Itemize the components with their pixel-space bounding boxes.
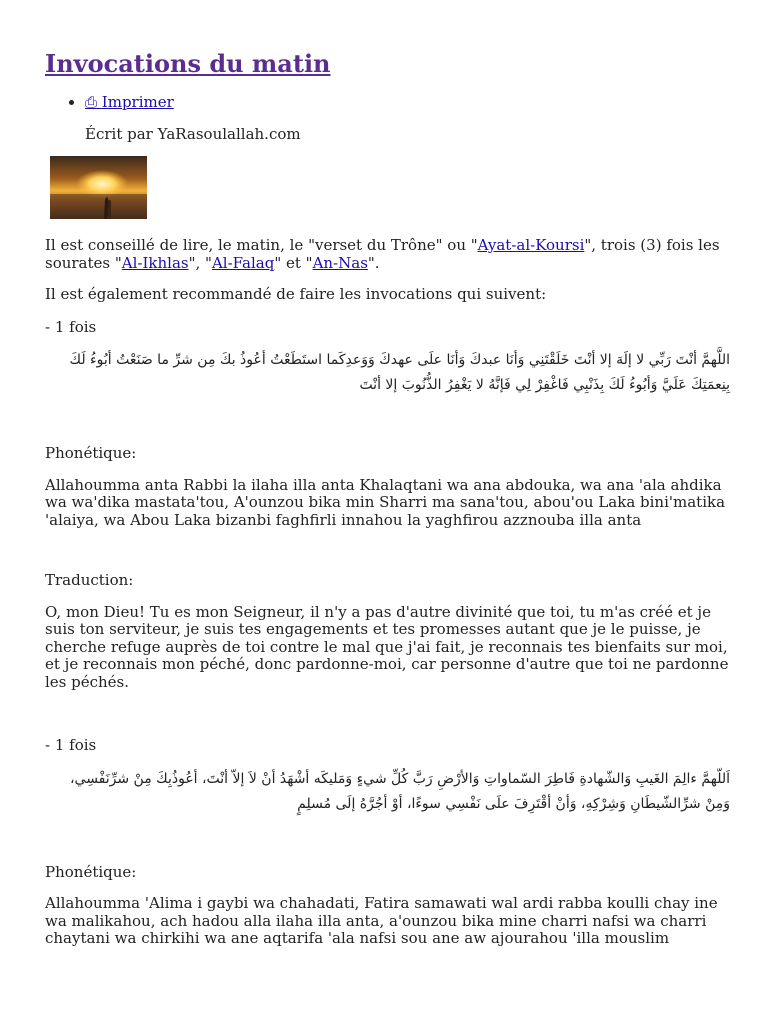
invocation-2-phonetic: Allahoumma 'Alima i gaybi wa chahadati, Fatira samawati wal ardi rabba koulli chay ine wa malikahou, ach hadou alla ilaha illa anta, a'ounzou bika mine charri nafsi wa charri chaytani wa chirkihi wa ane aqtarifa 'ala nafsi sou ane aw ajourahou 'illa mouslim bbox=[45, 894, 718, 947]
invocation-2-count: - 1 fois bbox=[45, 736, 97, 754]
invocation-1-translation: O, mon Dieu! Tu es mon Seigneur, il n'y a pas d'autre divinité que toi, tu m'as créé et je suis ton serviteur, je suis tes engagements et tes promesses autant que je le puisse, je cherche refuge auprès de toi contre le mal que j'ai fait, je reconnais tes bienfaits sur moi, et je reconnais mon péché, donc pardonne-moi, car personne d'autre que toi ne pardonne les péchés. bbox=[45, 602, 729, 691]
article-image bbox=[50, 156, 147, 219]
byline: Écrit par YaRasoulallah.com bbox=[85, 125, 301, 143]
article bbox=[45, 44, 730, 948]
invocation-1-phonetic-label: Phonétique: bbox=[45, 444, 137, 462]
link-ayat-al-koursi[interactable]: Ayat-al-Koursi bbox=[477, 236, 585, 254]
link-al-falaq[interactable]: Al-Falaq bbox=[211, 253, 275, 272]
print-label: Imprimer bbox=[101, 93, 174, 111]
recommendation-paragraph: Il est également recommandé de faire les invocations qui suivent: bbox=[45, 285, 547, 303]
title-link[interactable]: Invocations du matin bbox=[45, 49, 331, 78]
link-al-ikhlas[interactable]: Al-Ikhlas bbox=[121, 253, 189, 272]
article-actions bbox=[45, 92, 730, 112]
invocation-1-phonetic: Allahoumma anta Rabbi la ilaha illa anta Khalaqtani wa ana abdouka, wa ana 'ala ahdika wa wa'dika mastata'tou, A'ounzou bika min Sharri ma sana'tou, abou'ou Laka bini'matika 'alaiya, wa Abou Laka bizanbi faghfirli innahou la yaghfirou azznouba illa anta bbox=[45, 475, 726, 529]
invocation-2-phonetic-label: Phonétique: bbox=[45, 862, 137, 881]
sunset-praying-hands-image bbox=[50, 156, 147, 219]
print-link[interactable] bbox=[85, 93, 174, 111]
print-icon: ⎙ bbox=[85, 93, 98, 111]
intro-paragraph: Il est conseillé de lire, le matin, le "verset du Trône" ou "Ayat-al-Koursi", trois (3) fois les sourates "Al-Ikhlas", "Al-Falaq" et "An-Nas". bbox=[45, 236, 720, 272]
invocation-1-count: - 1 fois bbox=[45, 317, 97, 336]
link-an-nas[interactable]: An-Nas bbox=[312, 253, 368, 272]
invocation-2-arabic: اَللّهمَّ ءالِمَ الغَيبِ وَالشّهادةِ فَاطِرَ السّماواتِ وَالأرْضِ رَبَّ كُلِّ شيءٍ وَمَليكَه أشْهَدُ أنْ لاَ إلاّ أنْتَ، أعُوذُبِكَ مِنْ شرِّنَفْسِي، وَمِنْ شرِّالشّيطَانِ وَشِرْكِهِ، وَأنْ أقْتَرِفَ علَى نَفْسِي سوءًا، أوْ أجُرَّهُ إلَى مُسلِمٍ bbox=[70, 770, 730, 812]
print-item bbox=[85, 92, 730, 112]
invocation-1-arabic: اللَّهمَّ أنْتَ رَبِّي لا إلَهَ إلا أنْتَ خَلَقْتَنِي وَأنَا عبدكَ وَأنَا علَى عهدكَ وَوَعدِكَما استَطَعْتُ أعُوذُ بكَ مِن شرِّ ما صَنَعْتُ أبُوءُ لَكَ بِنِعمَتِكَ عَلَيَّ وَأبُوءُ لَكَ بِذَنْبِي فَاغْفِرْ لِي فَإنَّهُ لا يَغْفِرُ الذُّنُوبَ إلا أنْتَ bbox=[69, 352, 730, 393]
invocation-1-translation-label: Traduction: bbox=[45, 571, 134, 589]
page-title bbox=[45, 44, 730, 84]
